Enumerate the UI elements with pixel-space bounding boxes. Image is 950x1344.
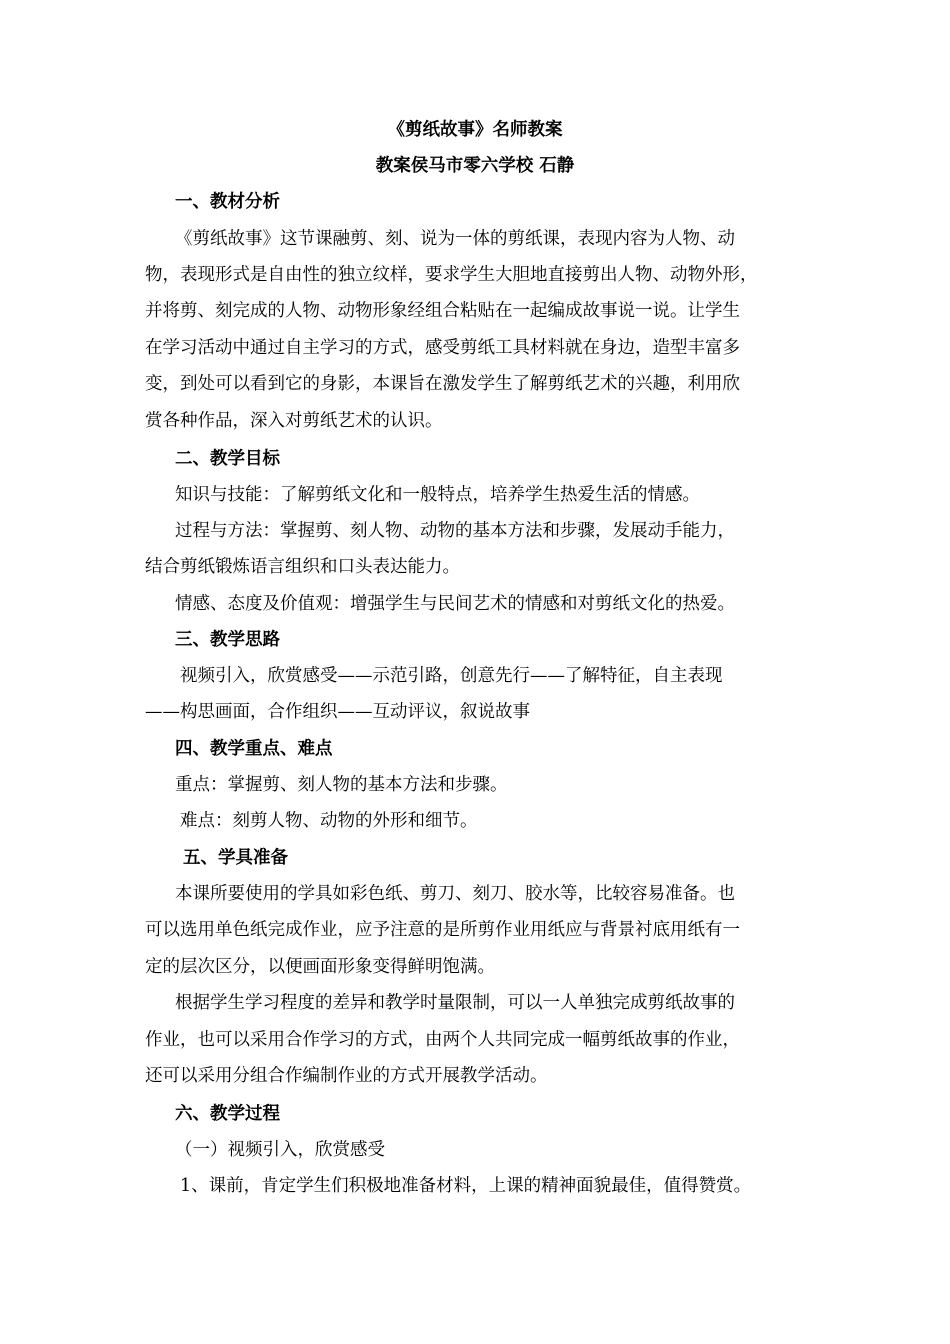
paragraph-line: 难点：刻剪人物、动物的外形和细节。	[180, 811, 478, 831]
document-title: 《剪纸故事》名师教案	[387, 120, 563, 140]
paragraph-line: 根据学生学习程度的差异和教学时量限制，可以一人单独完成剪纸故事的	[175, 993, 735, 1013]
paragraph-line: 物，表现形式是自由性的独立纹样，要求学生大胆地直接剪出人物、动物外形，	[145, 265, 758, 285]
paragraph-line: （一）视频引入，欣赏感受	[175, 1140, 385, 1160]
paragraph-line: 结合剪纸锻炼语言组织和口头表达能力。	[145, 557, 460, 577]
paragraph-line: 赏各种作品，深入对剪纸艺术的认识。	[145, 411, 443, 431]
paragraph-line: 知识与技能：了解剪纸文化和一般特点，培养学生热爱生活的情感。	[175, 485, 700, 505]
paragraph-line: 视频引入，欣赏感受——示范引路，创意先行——了解特征，自主表现	[180, 666, 723, 686]
paragraph-line: 变，到处可以看到它的身影，本课旨在激发学生了解剪纸艺术的兴趣，利用欣	[145, 374, 740, 394]
paragraph-line: 情感、态度及价值观：增强学生与民间艺术的情感和对剪纸文化的热爱。	[175, 594, 735, 614]
paragraph-line: ——构思画面，合作组织——互动评议，叙说故事	[145, 702, 530, 722]
paragraph-line: 过程与方法：掌握剪、刻人物、动物的基本方法和步骤，发展动手能力，	[175, 521, 735, 541]
paragraph-line: 本课所要使用的学具如彩色纸、剪刀、刻刀、胶水等，比较容易准备。也	[175, 884, 735, 904]
section-heading-4: 四、教学重点、难点	[175, 739, 333, 759]
paragraph-line: 1、课前，肯定学生们积极地准备材料，上课的精神面貌最佳，值得赞赏。	[180, 1176, 752, 1196]
section-heading-2: 二、教学目标	[175, 449, 280, 469]
paragraph-line: 《剪纸故事》这节课融剪、刻、说为一体的剪纸课，表现内容为人物、动	[175, 229, 735, 249]
paragraph-line: 作业，也可以采用合作学习的方式，由两个人共同完成一幅剪纸故事的作业，	[145, 1030, 740, 1050]
paragraph-line: 定的层次区分，以便画面形象变得鲜明饱满。	[145, 957, 495, 977]
section-heading-5: 五、学具准备	[183, 848, 288, 868]
paragraph-line: 还可以采用分组合作编制作业的方式开展教学活动。	[145, 1066, 548, 1086]
paragraph-line: 可以选用单色纸完成作业，应予注意的是所剪作业用纸应与背景衬底用纸有一	[145, 920, 740, 940]
section-heading-1: 一、教材分析	[175, 192, 280, 212]
section-heading-3: 三、教学思路	[175, 630, 280, 650]
paragraph-line: 重点：掌握剪、刻人物的基本方法和步骤。	[175, 775, 508, 795]
paragraph-line: 并将剪、刻完成的人物、动物形象经组合粘贴在一起编成故事说一说。让学生	[145, 301, 740, 321]
paragraph-line: 在学习活动中通过自主学习的方式，感受剪纸工具材料就在身边，造型丰富多	[145, 338, 740, 358]
section-heading-6: 六、教学过程	[175, 1104, 280, 1124]
document-subtitle: 教案侯马市零六学校 石静	[375, 156, 575, 176]
